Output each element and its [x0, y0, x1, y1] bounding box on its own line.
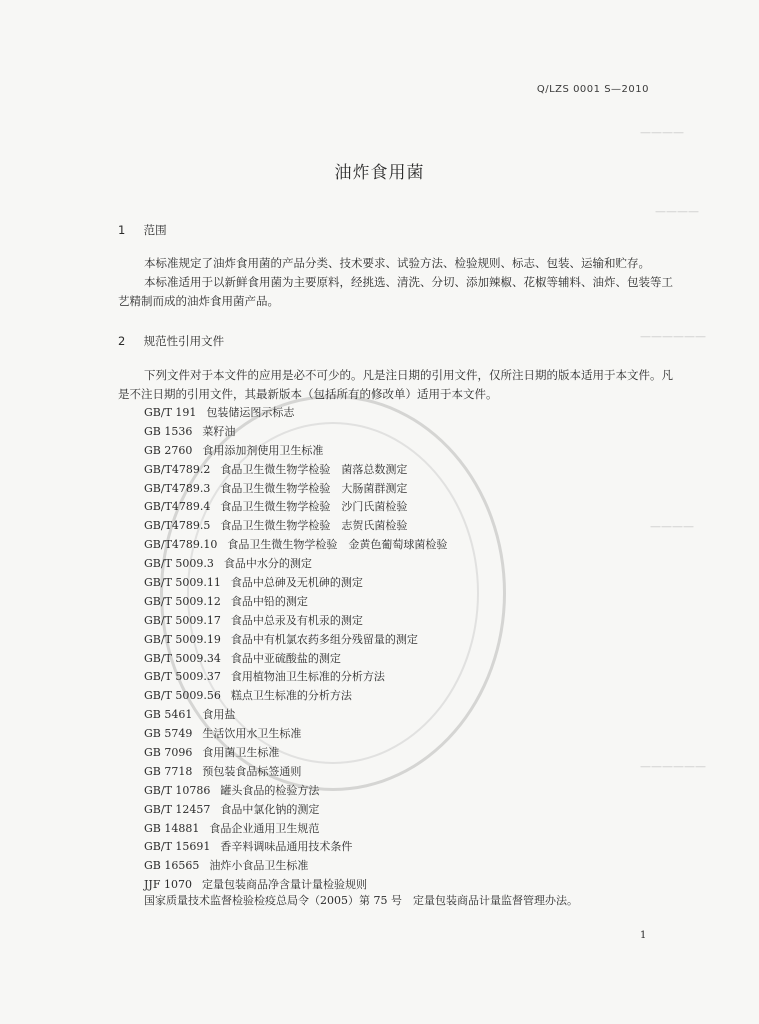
scope-paragraph: 本标准规定了油炸食用菌的产品分类、技术要求、试验方法、检验规则、标志、包装、运输和贮存。	[144, 256, 650, 270]
reference-title: 食品卫生微生物学检验 菌落总数测定	[220, 462, 408, 476]
reference-code: GB 16565	[144, 859, 200, 873]
list-item	[144, 631, 447, 650]
page-title: 油炸食用菌	[334, 163, 425, 183]
reference-title: 食品卫生微生物学检验 沙门氏菌检验	[220, 500, 408, 514]
reference-title: 食品中水分的测定	[223, 557, 312, 571]
reference-title: 食用盐	[202, 708, 236, 722]
section-title: 规范性引用文件	[143, 334, 225, 348]
section-title: 范围	[143, 223, 167, 237]
reference-code: GB/T 12457	[144, 802, 211, 816]
reference-code: GB/T 5009.3	[144, 557, 214, 571]
reference-code: GB 7718	[144, 764, 193, 778]
reference-title: 定量包装商品净含量计量检验规则	[201, 878, 367, 892]
reference-title: 食品中总汞及有机汞的测定	[230, 613, 363, 627]
reference-code: GB/T 5009.56	[144, 689, 221, 703]
section-heading-references	[118, 333, 224, 349]
reference-title: 食品企业通用卫生规范	[209, 821, 320, 835]
list-item	[144, 555, 447, 574]
reference-code: GB/T 191	[144, 406, 197, 419]
references-intro: 下列文件对于本文件的应用是必不可少的。凡是注日期的引用文件，仅所注日期的版本适用于本文件。凡是不注日期的引用文件，其最新版本（包括所有的修改单）适用于本文件。	[118, 368, 673, 401]
list-item	[144, 782, 447, 801]
reference-title: 食品卫生微生物学检验 金黄色葡萄球菌检验	[227, 538, 448, 552]
reference-list	[144, 404, 447, 895]
list-item	[144, 725, 447, 744]
standard-code: Q/LZS 0001 S—2010	[536, 84, 649, 95]
list-item	[144, 706, 447, 725]
list-item	[144, 857, 447, 876]
reference-title: 食品中总砷及无机砷的测定	[230, 576, 363, 590]
reference-title: 食品中亚硫酸盐的测定	[230, 651, 341, 665]
list-item	[144, 801, 447, 820]
reference-code: GB/T4789.5	[144, 519, 211, 533]
reference-code: GB/T 5009.12	[144, 594, 221, 608]
reference-title: 食用植物油卫生标准的分析方法	[230, 670, 385, 684]
list-item	[144, 668, 447, 687]
section-number: 1	[118, 223, 126, 237]
list-item	[144, 536, 447, 555]
list-item	[144, 687, 447, 706]
reference-title: 食品中铅的测定	[230, 594, 308, 608]
list-item	[144, 480, 447, 499]
reference-title: 食用添加剂使用卫生标准	[202, 443, 324, 457]
scope-paragraph: 本标准适用于以新鲜食用菌为主要原料，经挑选、清洗、分切、添加辣椒、花椒等辅料、油炸、包装等工艺精制而成的油炸食用菌产品。	[118, 275, 673, 308]
reference-code: GB 7096	[144, 746, 193, 760]
bleed-through-text: ——————	[640, 760, 706, 773]
reference-title: 食品卫生微生物学检验 志贺氏菌检验	[220, 519, 408, 533]
reference-title: 油炸小食品卫生标准	[209, 859, 309, 873]
reference-code: GB/T4789.2	[144, 462, 211, 476]
list-item	[144, 744, 447, 763]
reference-title: 生活饮用水卫生标准	[202, 727, 302, 741]
list-item	[144, 763, 447, 782]
list-item	[144, 498, 447, 517]
list-item	[144, 593, 447, 612]
section-heading-scope	[118, 222, 167, 238]
list-item	[144, 838, 447, 857]
list-item	[144, 820, 447, 839]
reference-code: GB 5749	[144, 727, 193, 741]
reference-code: GB 5461	[144, 708, 193, 722]
list-item	[144, 404, 447, 423]
reference-title: 食品中有机氯农药多组分残留量的测定	[230, 632, 418, 646]
list-item	[144, 650, 447, 669]
reference-title: 食用菌卫生标准	[202, 746, 280, 760]
bleed-through-text: ————	[640, 126, 684, 139]
bleed-through-text: ————	[650, 520, 694, 533]
list-item	[144, 574, 447, 593]
reference-title: 食品中氯化钠的测定	[220, 802, 320, 816]
bleed-through-text: ————	[655, 205, 699, 218]
reference-code: GB/T4789.10	[144, 538, 218, 552]
reference-code: GB 2760	[144, 443, 193, 457]
reference-code: GB/T 15691	[144, 840, 211, 854]
reference-title: 食品卫生微生物学检验 大肠菌群测定	[220, 481, 408, 495]
list-item	[144, 612, 447, 631]
reference-code: GB/T 5009.37	[144, 670, 221, 684]
reference-code: GB/T 5009.11	[144, 576, 221, 590]
reference-code: JJF 1070	[144, 878, 192, 892]
reference-title: 菜籽油	[202, 424, 236, 438]
reference-title: 香辛料调味品通用技术条件	[220, 840, 353, 854]
reference-title: 包装储运图示标志	[206, 406, 295, 419]
reference-code: GB/T 10786	[144, 783, 211, 797]
reference-title: 糕点卫生标准的分析方法	[230, 689, 352, 703]
reference-code: GB 14881	[144, 821, 200, 835]
list-item	[144, 461, 447, 480]
bleed-through-text: ——————	[640, 330, 706, 343]
reference-code: GB/T 5009.17	[144, 613, 221, 627]
page-number: 1	[640, 930, 647, 941]
reference-code: GB/T 5009.34	[144, 651, 221, 665]
reference-title: 预包装食品标签通则	[202, 764, 302, 778]
list-item	[144, 517, 447, 536]
reference-code: GB 1536	[144, 424, 193, 438]
list-item	[144, 423, 447, 442]
list-item	[144, 442, 447, 461]
reference-code: GB/T 5009.19	[144, 632, 221, 646]
reference-title: 罐头食品的检验方法	[220, 783, 320, 797]
section-number: 2	[118, 334, 126, 348]
decree-reference: 国家质量技术监督检验检疫总局令（2005）第 75 号 定量包装商品计量监督管理办法。	[144, 894, 578, 907]
reference-code: GB/T4789.3	[144, 481, 211, 495]
reference-code: GB/T4789.4	[144, 500, 211, 514]
